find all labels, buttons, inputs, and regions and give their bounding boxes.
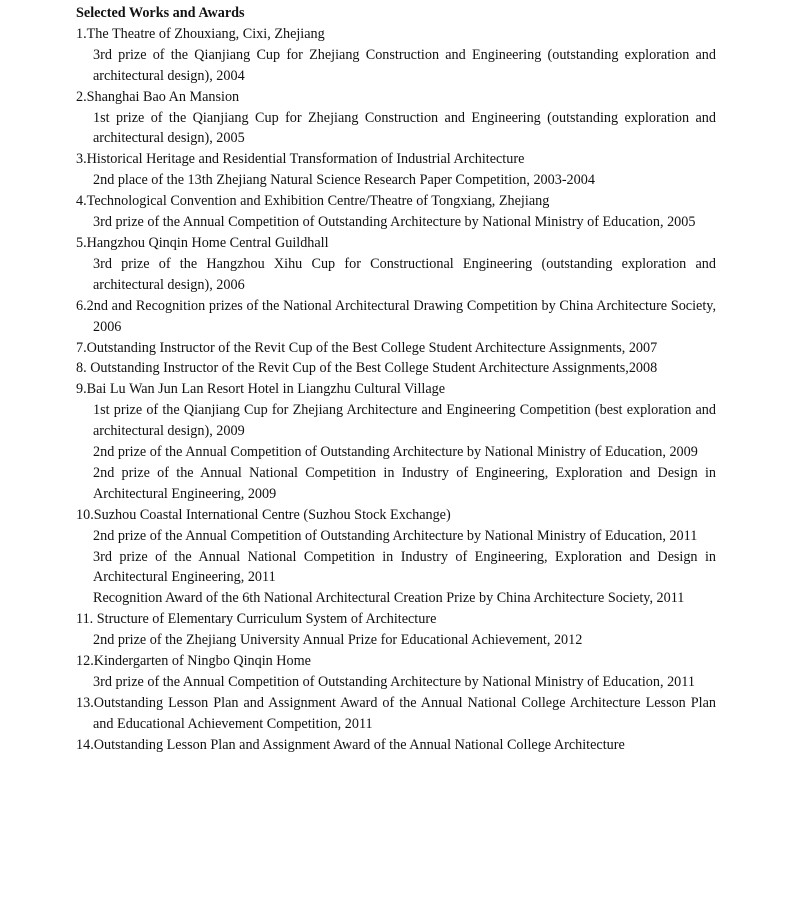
- list-item: [76, 338, 716, 359]
- work-title: 6.2nd and Recognition prizes of the National Architectural Drawing Competition by China Architecture Society, 2006: [76, 297, 716, 335]
- work-title: 12.Kindergarten of Ningbo Qinqin Home: [76, 653, 311, 670]
- list-item: [76, 233, 716, 296]
- award-text: 1st prize of the Qianjiang Cup for Zhejiang Construction and Engineering (outstanding exploration and architectural design), 2005: [93, 109, 716, 147]
- list-item: [76, 191, 716, 233]
- work-title: 9.Bai Lu Wan Jun Lan Resort Hotel in Liangzhu Cultural Village: [76, 381, 446, 398]
- award-text: 1st prize of the Qianjiang Cup for Zhejiang Architecture and Engineering Competition (best exploration and architectural design), 2009: [93, 402, 716, 440]
- award-text: 2nd prize of the Annual Competition of Outstanding Architecture by National Ministry of Education, 2011: [93, 527, 698, 544]
- work-title: 7.Outstanding Instructor of the Revit Cup of the Best College Student Architecture Assignments, 2007: [76, 339, 658, 356]
- list-item: [76, 358, 716, 379]
- award-text: 3rd prize of the Qianjiang Cup for Zhejiang Construction and Engineering (outstanding exploration and architectural design), 2004: [93, 46, 716, 84]
- award-text: Recognition Award of the 6th National Architectural Creation Prize by China Architecture Society, 2011: [93, 590, 685, 607]
- list-item: [76, 735, 716, 756]
- award-text: 2nd prize of the Zhejiang University Annual Prize for Educational Achievement, 2012: [93, 632, 583, 649]
- awards-list: [76, 24, 716, 756]
- list-item: [76, 693, 716, 735]
- list-item: [76, 379, 716, 504]
- work-title: 2.Shanghai Bao An Mansion: [76, 88, 240, 105]
- award-text: 2nd prize of the Annual Competition of Outstanding Architecture by National Ministry of Education, 2009: [93, 444, 698, 461]
- work-title: 3.Historical Heritage and Residential Transformation of Industrial Architecture: [76, 151, 525, 168]
- list-item: [76, 505, 716, 610]
- list-item: [76, 24, 716, 87]
- work-title: 4.Technological Convention and Exhibition Centre/Theatre of Tongxiang, Zhejiang: [76, 193, 550, 210]
- work-title: 10.Suzhou Coastal International Centre (Suzhou Stock Exchange): [76, 506, 451, 523]
- work-title: 11. Structure of Elementary Curriculum System of Architecture: [76, 611, 437, 628]
- work-title: 1.The Theatre of Zhouxiang, Cixi, Zhejiang: [76, 25, 325, 42]
- list-item: [76, 149, 716, 191]
- list-item: [76, 651, 716, 693]
- award-text: 3rd prize of the Annual Competition of Outstanding Architecture by National Ministry of Education, 2011: [93, 674, 695, 690]
- list-item: [76, 609, 716, 651]
- work-title: 5.Hangzhou Qinqin Home Central Guildhall: [76, 234, 329, 251]
- document-page: [76, 3, 716, 756]
- work-title: 14.Outstanding Lesson Plan and Assignment Award of the Annual National College Architecture: [76, 736, 625, 753]
- list-item: [76, 296, 716, 338]
- section-heading: Selected Works and Awards: [76, 5, 245, 21]
- award-text: 3rd prize of the Hangzhou Xihu Cup for Constructional Engineering (outstanding exploration and architectural design), 2006: [93, 255, 716, 293]
- work-title: 8. Outstanding Instructor of the Revit Cup of the Best College Student Architecture Assignments,2008: [76, 360, 658, 377]
- award-text: 3rd prize of the Annual National Competition in Industry of Engineering, Exploration and Design in Architectural Engineering, 2011: [93, 548, 716, 586]
- award-text: 2nd prize of the Annual National Competition in Industry of Engineering, Exploration and Design in Architectural Engineering, 2009: [93, 464, 716, 502]
- award-text: 2nd place of the 13th Zhejiang Natural Science Research Paper Competition, 2003-2004: [93, 172, 595, 189]
- list-item: [76, 87, 716, 150]
- award-text: 3rd prize of the Annual Competition of Outstanding Architecture by National Ministry of Education, 2005: [93, 214, 696, 231]
- work-title: 13.Outstanding Lesson Plan and Assignment Award of the Annual National College Architecture Lesson Plan and Educational Achievement Competition, 2011: [76, 694, 716, 732]
